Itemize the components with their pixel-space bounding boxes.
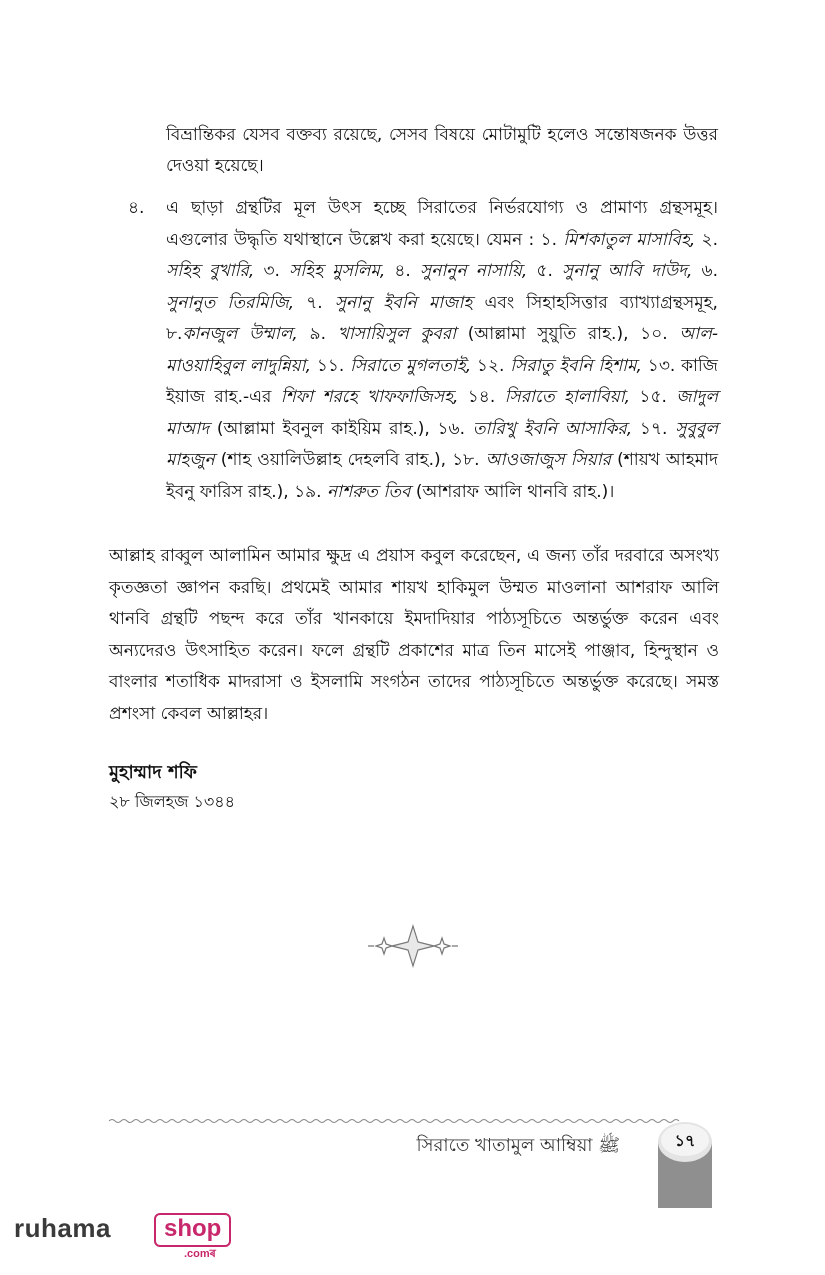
- logo-shop-text: shop: [164, 1215, 222, 1242]
- list-text-run: (আল্লামা ইবনুল কাইয়িম রাহ.), ১৬.: [209, 418, 466, 439]
- footer-divider: [109, 1118, 681, 1124]
- list-text-run: ১৭.: [632, 418, 668, 439]
- book-title: সহিহ মুসলিম,: [289, 261, 386, 281]
- list-item-text: [166, 193, 718, 508]
- acknowledgement-paragraph: আল্লাহ রাব্বুল আলামিন আমার ক্ষুদ্র এ প্রয়াস কবুল করেছেন, এ জন্য তাঁর দরবারে অসংখ্য কৃতজ্ঞতা জ্ঞাপন করছি। প্রথমেই আমার শায়খ হাকিমুল উম্মত মাওলানা আশরাফ আলি থানবি গ্রন্থটি পছন্দ করে তাঁর খানকায়ে ইমদাদিয়ার পাঠ্যসূচিতে অন্তর্ভুক্ত করেন এবং অন্যদেরও উৎসাহিত করেন। ফলে গ্রন্থটি প্রকাশের মাত্র তিন মাসেই পাঞ্জাব, হিন্দুস্থান ও বাংলার শতাধিক মাদরাসা ও ইসলামি সংগঠন তাদের পাঠ্যসূচিতে অন্তর্ভুক্ত করেছে। সমস্ত প্রশংসা কেবল আল্লাহর।: [109, 546, 719, 724]
- list-text-run: ১৩. কাজি ইয়াজ রাহ.-এর: [166, 355, 718, 407]
- list-text-run: ১৫.: [630, 387, 667, 407]
- book-title: খাসায়িসুল কুবরা: [337, 324, 457, 344]
- list-text-run: ৩.: [254, 261, 280, 281]
- book-title: সিরাতে হালাবিয়া,: [504, 387, 631, 407]
- list-text-run: ৫.: [527, 261, 553, 281]
- list-text-run: (শাহ ওয়ালিউল্লাহ দেহলবি রাহ.), ১৮.: [214, 450, 480, 470]
- book-title: সিরাতে মুগলতাই,: [350, 355, 472, 376]
- list-intro: এ ছাড়া গ্রন্থটির মূল উৎস হচ্ছে সিরাতের নির্ভরযোগ্য ও প্রামাণ্য গ্রন্থসমূহ। এগুলোর উদ্ধৃতি যথাস্থানে উল্লেখ করা হয়েছে। যেমন : ১.: [166, 198, 718, 250]
- book-title: সহিহ বুখারি,: [166, 261, 255, 281]
- list-text-run: (আশরাফ আলি থানবি রাহ.)।: [410, 481, 615, 502]
- ruhama-shop-logo: [14, 1213, 224, 1263]
- list-text-run: (আল্লামা সুয়ুতি রাহ.), ১০.: [456, 324, 668, 344]
- signature-date: ২৮ জিলহজ ১৩৪৪: [109, 792, 236, 811]
- list-text-run: ১১.: [311, 355, 345, 376]
- book-title: আল-মাওয়াহিবুল লাদুন্নিয়া,: [166, 324, 719, 376]
- book-title: কানজুল উম্মাল,: [182, 324, 298, 344]
- list-text-run: (শায়খ আহমাদ ইবনু ফারিস রাহ.), ১৯.: [166, 450, 718, 502]
- author-name: মুহাম্মাদ শফি: [109, 762, 197, 783]
- book-title: শিফা শরহে খাফফাজিসহ,: [280, 387, 459, 407]
- book-title: সুবুবুল মাহজুন: [166, 418, 719, 470]
- list-text-run: ২.: [695, 229, 719, 250]
- list-text-run: ১৪.: [458, 387, 496, 407]
- list-text-run: ৭.: [294, 292, 323, 313]
- logo-domain-text: .comৰ: [184, 1248, 216, 1260]
- book-title: সুনানু আবি দাউদ,: [562, 261, 693, 281]
- logo-brand-text: ruhama: [14, 1213, 111, 1243]
- book-title: জাদুল মাআদ: [166, 387, 718, 439]
- page-number: ১৭: [674, 1131, 696, 1150]
- star-ornament-icon: [366, 922, 460, 970]
- logo-shop-badge: [154, 1213, 231, 1247]
- running-footer-title: সিরাতে খাতামুল আম্বিয়া ﷺ: [416, 1135, 620, 1156]
- list-text-run: ৪.: [385, 261, 411, 281]
- book-title: তারিখু ইবনি আসাকির,: [472, 418, 633, 439]
- book-title: সুনানুত তিরমিজি,: [166, 292, 295, 313]
- book-title: নাশরুত তিব: [327, 481, 411, 502]
- continuation-paragraph: বিভ্রান্তিকর যেসব বক্তব্য রয়েছে, সেসব বিষয়ে মোটামুটি হলেও সন্তোষজনক উত্তর দেওয়া হয়েছে।: [166, 125, 718, 176]
- book-title: মিশকাতুল মাসাবিহ,: [563, 229, 696, 250]
- list-text-run: ৯.: [297, 324, 326, 344]
- list-text-run: ৬.: [692, 261, 718, 281]
- book-title: সুনানু ইবনি মাজাহ: [334, 292, 473, 313]
- list-text-run: ১২.: [471, 355, 505, 376]
- book-title: আওজাজুস সিয়ার: [485, 450, 612, 470]
- list-item-number: ৪.: [128, 198, 145, 218]
- book-title: সুনানুন নাসায়ি,: [419, 261, 528, 281]
- book-title: সিরাতু ইবনি হিশাম,: [510, 355, 642, 376]
- list-text-run: এবং সিহাহসিত্তার ব্যাখ্যাগ্রন্থসমূহ, ৮.: [166, 292, 718, 344]
